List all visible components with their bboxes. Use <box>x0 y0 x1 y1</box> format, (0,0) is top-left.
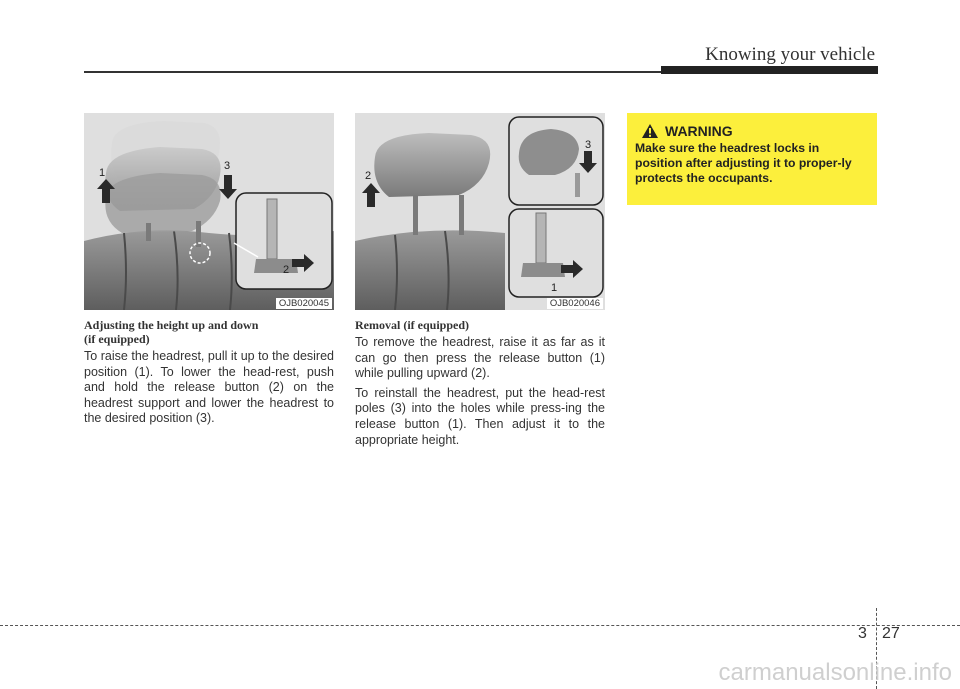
warning-title: WARNING <box>665 123 733 139</box>
figure-code: OJB020046 <box>547 298 603 309</box>
figure-headrest-removal <box>355 113 605 310</box>
warning-header <box>641 123 869 139</box>
figure-code: OJB020045 <box>276 298 332 309</box>
callout-2: 2 <box>283 264 290 276</box>
figure-headrest-height <box>84 113 334 310</box>
callout-1: 1 <box>99 167 106 179</box>
body-paragraph: To reinstall the headrest, put the head-rest poles (3) into the holes while press-ing the release button (1). Then adjust it to the appropriate height. <box>355 385 605 447</box>
headrest-height-illustration <box>84 113 334 310</box>
watermark: carmanualsonline.info <box>718 659 952 686</box>
section-title-line1: Adjusting the height up and down <box>84 318 259 332</box>
section-title: Removal (if equipped) <box>355 318 469 332</box>
callout-3: 3 <box>224 160 231 172</box>
running-header: Knowing your vehicle <box>705 44 875 65</box>
callout-1: 1 <box>551 282 558 294</box>
header-tab-bar <box>661 66 878 74</box>
header-rule <box>84 71 661 73</box>
chapter-number: 3 <box>858 625 867 642</box>
callout-3: 3 <box>585 139 592 151</box>
body-paragraph: To raise the headrest, pull it up to the desired position (1). To lower the head-rest, push and hold the release button (2) on the headrest support and lower the headrest to the desired position (3). <box>84 349 334 426</box>
right-column <box>355 318 605 452</box>
warning-text: Make sure the headrest locks in position after adjusting it to proper-ly protects the occupants. <box>635 141 852 185</box>
headrest-removal-illustration <box>355 113 605 310</box>
left-column <box>84 318 334 431</box>
footer-dashed-rule <box>0 625 960 626</box>
section-title <box>84 318 334 346</box>
warning-box <box>627 113 877 205</box>
section-title-line2: (if equipped) <box>84 332 150 346</box>
page-number: 27 <box>882 625 900 642</box>
warning-triangle-icon <box>641 123 659 139</box>
callout-2: 2 <box>365 170 372 182</box>
body-paragraph: To remove the headrest, raise it as far as it can go then press the release button (1) while pulling upward (2). <box>355 335 605 381</box>
